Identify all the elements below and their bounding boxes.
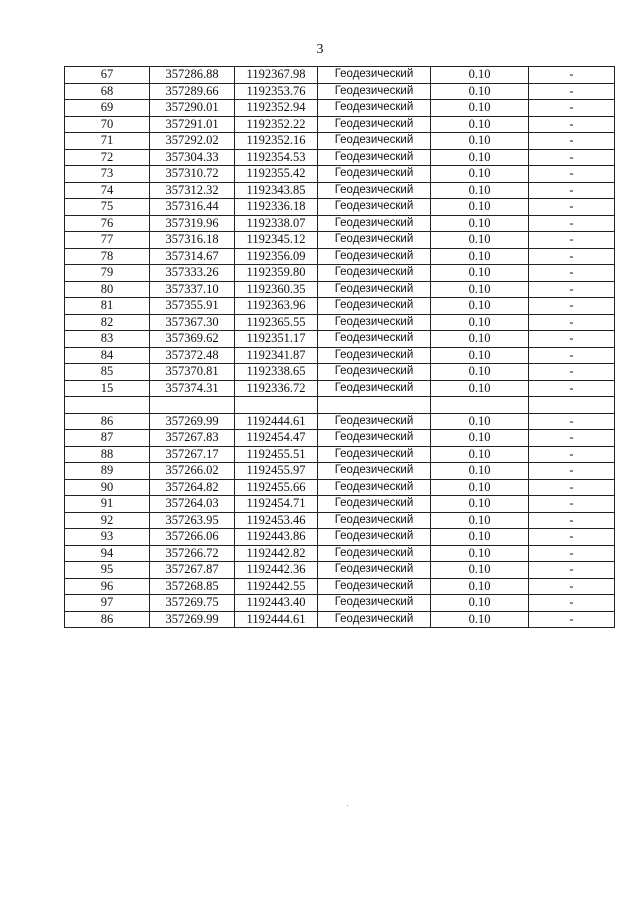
point-number-cell: 83 <box>65 331 150 348</box>
point-number-cell: 75 <box>65 199 150 216</box>
table-row <box>65 281 615 298</box>
accuracy-cell: 0.10 <box>431 364 529 381</box>
y-coordinate-cell: 1192442.82 <box>235 545 318 562</box>
accuracy-cell: 0.10 <box>431 446 529 463</box>
x-coordinate-cell: 357269.99 <box>150 611 235 628</box>
description-cell: - <box>529 314 615 331</box>
table-row <box>65 331 615 348</box>
table-row <box>65 446 615 463</box>
accuracy-cell: 0.10 <box>431 182 529 199</box>
point-number-cell: 82 <box>65 314 150 331</box>
table-row <box>65 347 615 364</box>
method-cell: Геодезический <box>318 331 431 348</box>
table-row <box>65 578 615 595</box>
point-number-cell: 96 <box>65 578 150 595</box>
x-coordinate-cell: 357267.17 <box>150 446 235 463</box>
table-row <box>65 512 615 529</box>
y-coordinate-cell: 1192453.46 <box>235 512 318 529</box>
table-row <box>65 562 615 579</box>
table-row <box>65 314 615 331</box>
description-cell: - <box>529 463 615 480</box>
accuracy-cell: 0.10 <box>431 215 529 232</box>
accuracy-cell: 0.10 <box>431 149 529 166</box>
y-coordinate-cell: 1192352.16 <box>235 133 318 150</box>
accuracy-cell: 0.10 <box>431 496 529 513</box>
point-number-cell: 86 <box>65 413 150 430</box>
point-number-cell: 78 <box>65 248 150 265</box>
point-number-cell: 73 <box>65 166 150 183</box>
method-cell: Геодезический <box>318 512 431 529</box>
y-coordinate-cell: 1192345.12 <box>235 232 318 249</box>
point-number-cell: 88 <box>65 446 150 463</box>
y-coordinate-cell: 1192363.96 <box>235 298 318 315</box>
method-cell: Геодезический <box>318 67 431 84</box>
y-coordinate-cell: 1192455.66 <box>235 479 318 496</box>
y-coordinate-cell: 1192367.98 <box>235 67 318 84</box>
method-cell: Геодезический <box>318 149 431 166</box>
y-coordinate-cell: 1192338.65 <box>235 364 318 381</box>
y-coordinate-cell: 1192343.85 <box>235 182 318 199</box>
x-coordinate-cell: 357304.33 <box>150 149 235 166</box>
point-number-cell: 67 <box>65 67 150 84</box>
table-row <box>65 430 615 447</box>
point-number-cell: 90 <box>65 479 150 496</box>
point-number-cell: 71 <box>65 133 150 150</box>
table-row <box>65 463 615 480</box>
table-row <box>65 545 615 562</box>
description-cell: - <box>529 578 615 595</box>
table-row <box>65 364 615 381</box>
method-cell: Геодезический <box>318 562 431 579</box>
method-cell: Геодезический <box>318 611 431 628</box>
description-cell: - <box>529 562 615 579</box>
description-cell: - <box>529 133 615 150</box>
point-number-cell: 86 <box>65 611 150 628</box>
x-coordinate-cell: 357269.75 <box>150 595 235 612</box>
y-coordinate-cell: 1192444.61 <box>235 413 318 430</box>
method-cell: Геодезический <box>318 380 431 397</box>
x-coordinate-cell: 357266.02 <box>150 463 235 480</box>
accuracy-cell: 0.10 <box>431 100 529 117</box>
x-coordinate-cell: 357314.67 <box>150 248 235 265</box>
accuracy-cell: 0.10 <box>431 166 529 183</box>
accuracy-cell: 0.10 <box>431 529 529 546</box>
method-cell: Геодезический <box>318 281 431 298</box>
x-coordinate-cell: 357286.88 <box>150 67 235 84</box>
x-coordinate-cell: 357290.01 <box>150 100 235 117</box>
y-coordinate-cell <box>235 397 318 414</box>
accuracy-cell: 0.10 <box>431 67 529 84</box>
point-number-cell: 85 <box>65 364 150 381</box>
table-row <box>65 116 615 133</box>
point-number-cell: 77 <box>65 232 150 249</box>
y-coordinate-cell: 1192355.42 <box>235 166 318 183</box>
coordinates-table-body <box>65 67 615 628</box>
x-coordinate-cell: 357267.83 <box>150 430 235 447</box>
description-cell: - <box>529 595 615 612</box>
accuracy-cell: 0.10 <box>431 463 529 480</box>
description-cell: - <box>529 116 615 133</box>
y-coordinate-cell: 1192455.97 <box>235 463 318 480</box>
method-cell: Геодезический <box>318 248 431 265</box>
y-coordinate-cell: 1192353.76 <box>235 83 318 100</box>
y-coordinate-cell: 1192336.18 <box>235 199 318 216</box>
x-coordinate-cell: 357372.48 <box>150 347 235 364</box>
method-cell: Геодезический <box>318 215 431 232</box>
table-row <box>65 529 615 546</box>
y-coordinate-cell: 1192455.51 <box>235 446 318 463</box>
method-cell: Геодезический <box>318 463 431 480</box>
point-number-cell: 81 <box>65 298 150 315</box>
y-coordinate-cell: 1192454.71 <box>235 496 318 513</box>
table-row <box>65 199 615 216</box>
x-coordinate-cell: 357367.30 <box>150 314 235 331</box>
description-cell: - <box>529 496 615 513</box>
description-cell: - <box>529 529 615 546</box>
method-cell: Геодезический <box>318 182 431 199</box>
method-cell: Геодезический <box>318 166 431 183</box>
x-coordinate-cell: 357312.32 <box>150 182 235 199</box>
description-cell: - <box>529 67 615 84</box>
method-cell: Геодезический <box>318 116 431 133</box>
point-number-cell: 79 <box>65 265 150 282</box>
table-row <box>65 595 615 612</box>
x-coordinate-cell: 357264.03 <box>150 496 235 513</box>
accuracy-cell: 0.10 <box>431 265 529 282</box>
point-number-cell: 95 <box>65 562 150 579</box>
x-coordinate-cell <box>150 397 235 414</box>
accuracy-cell: 0.10 <box>431 83 529 100</box>
point-number-cell: 93 <box>65 529 150 546</box>
description-cell: - <box>529 347 615 364</box>
method-cell: Геодезический <box>318 100 431 117</box>
x-coordinate-cell: 357263.95 <box>150 512 235 529</box>
description-cell: - <box>529 265 615 282</box>
description-cell: - <box>529 182 615 199</box>
description-cell: - <box>529 215 615 232</box>
y-coordinate-cell: 1192443.40 <box>235 595 318 612</box>
y-coordinate-cell: 1192444.61 <box>235 611 318 628</box>
method-cell: Геодезический <box>318 364 431 381</box>
x-coordinate-cell: 357333.26 <box>150 265 235 282</box>
method-cell: Геодезический <box>318 545 431 562</box>
x-coordinate-cell: 357319.96 <box>150 215 235 232</box>
x-coordinate-cell: 357269.99 <box>150 413 235 430</box>
accuracy-cell: 0.10 <box>431 232 529 249</box>
method-cell: Геодезический <box>318 298 431 315</box>
x-coordinate-cell: 357289.66 <box>150 83 235 100</box>
y-coordinate-cell: 1192442.55 <box>235 578 318 595</box>
table-row <box>65 265 615 282</box>
point-number-cell: 15 <box>65 380 150 397</box>
table-row <box>65 83 615 100</box>
scan-speck <box>347 805 348 806</box>
x-coordinate-cell: 357337.10 <box>150 281 235 298</box>
table-row <box>65 248 615 265</box>
accuracy-cell: 0.10 <box>431 595 529 612</box>
method-cell: Геодезический <box>318 529 431 546</box>
point-number-cell: 92 <box>65 512 150 529</box>
description-cell: - <box>529 380 615 397</box>
y-coordinate-cell: 1192351.17 <box>235 331 318 348</box>
x-coordinate-cell: 357264.82 <box>150 479 235 496</box>
y-coordinate-cell: 1192359.80 <box>235 265 318 282</box>
accuracy-cell: 0.10 <box>431 578 529 595</box>
description-cell: - <box>529 479 615 496</box>
point-number-cell: 97 <box>65 595 150 612</box>
point-number-cell <box>65 397 150 414</box>
point-number-cell: 70 <box>65 116 150 133</box>
x-coordinate-cell: 357316.44 <box>150 199 235 216</box>
accuracy-cell <box>431 397 529 414</box>
accuracy-cell: 0.10 <box>431 298 529 315</box>
method-cell: Геодезический <box>318 314 431 331</box>
accuracy-cell: 0.10 <box>431 512 529 529</box>
method-cell: Геодезический <box>318 430 431 447</box>
table-row <box>65 166 615 183</box>
accuracy-cell: 0.10 <box>431 611 529 628</box>
y-coordinate-cell: 1192338.07 <box>235 215 318 232</box>
x-coordinate-cell: 357370.81 <box>150 364 235 381</box>
point-number-cell: 94 <box>65 545 150 562</box>
point-number-cell: 84 <box>65 347 150 364</box>
accuracy-cell: 0.10 <box>431 430 529 447</box>
point-number-cell: 72 <box>65 149 150 166</box>
point-number-cell: 69 <box>65 100 150 117</box>
description-cell: - <box>529 281 615 298</box>
point-number-cell: 76 <box>65 215 150 232</box>
description-cell: - <box>529 298 615 315</box>
table-row <box>65 380 615 397</box>
description-cell: - <box>529 149 615 166</box>
point-number-cell: 87 <box>65 430 150 447</box>
table-row <box>65 479 615 496</box>
x-coordinate-cell: 357374.31 <box>150 380 235 397</box>
description-cell: - <box>529 100 615 117</box>
description-cell: - <box>529 545 615 562</box>
table-row <box>65 182 615 199</box>
coordinates-table <box>64 66 615 628</box>
method-cell: Геодезический <box>318 232 431 249</box>
description-cell: - <box>529 446 615 463</box>
table-row <box>65 413 615 430</box>
method-cell: Геодезический <box>318 496 431 513</box>
description-cell: - <box>529 413 615 430</box>
method-cell: Геодезический <box>318 347 431 364</box>
point-number-cell: 80 <box>65 281 150 298</box>
table-row <box>65 215 615 232</box>
accuracy-cell: 0.10 <box>431 562 529 579</box>
x-coordinate-cell: 357268.85 <box>150 578 235 595</box>
x-coordinate-cell: 357310.72 <box>150 166 235 183</box>
y-coordinate-cell: 1192354.53 <box>235 149 318 166</box>
table-row <box>65 496 615 513</box>
y-coordinate-cell: 1192356.09 <box>235 248 318 265</box>
x-coordinate-cell: 357292.02 <box>150 133 235 150</box>
method-cell: Геодезический <box>318 479 431 496</box>
page-number: 3 <box>316 42 324 57</box>
description-cell <box>529 397 615 414</box>
y-coordinate-cell: 1192442.36 <box>235 562 318 579</box>
point-number-cell: 89 <box>65 463 150 480</box>
method-cell: Геодезический <box>318 578 431 595</box>
description-cell: - <box>529 331 615 348</box>
point-number-cell: 74 <box>65 182 150 199</box>
table-row <box>65 133 615 150</box>
x-coordinate-cell: 357316.18 <box>150 232 235 249</box>
x-coordinate-cell: 357355.91 <box>150 298 235 315</box>
accuracy-cell: 0.10 <box>431 479 529 496</box>
accuracy-cell: 0.10 <box>431 347 529 364</box>
x-coordinate-cell: 357291.01 <box>150 116 235 133</box>
accuracy-cell: 0.10 <box>431 116 529 133</box>
table-row <box>65 611 615 628</box>
method-cell: Геодезический <box>318 413 431 430</box>
y-coordinate-cell: 1192360.35 <box>235 281 318 298</box>
accuracy-cell: 0.10 <box>431 248 529 265</box>
x-coordinate-cell: 357369.62 <box>150 331 235 348</box>
method-cell: Геодезический <box>318 133 431 150</box>
accuracy-cell: 0.10 <box>431 281 529 298</box>
y-coordinate-cell: 1192336.72 <box>235 380 318 397</box>
description-cell: - <box>529 199 615 216</box>
y-coordinate-cell: 1192454.47 <box>235 430 318 447</box>
table-row <box>65 149 615 166</box>
table-row <box>65 232 615 249</box>
accuracy-cell: 0.10 <box>431 133 529 150</box>
method-cell: Геодезический <box>318 265 431 282</box>
method-cell: Геодезический <box>318 83 431 100</box>
x-coordinate-cell: 357267.87 <box>150 562 235 579</box>
accuracy-cell: 0.10 <box>431 413 529 430</box>
description-cell: - <box>529 248 615 265</box>
y-coordinate-cell: 1192443.86 <box>235 529 318 546</box>
method-cell <box>318 397 431 414</box>
description-cell: - <box>529 83 615 100</box>
y-coordinate-cell: 1192341.87 <box>235 347 318 364</box>
y-coordinate-cell: 1192365.55 <box>235 314 318 331</box>
point-number-cell: 91 <box>65 496 150 513</box>
description-cell: - <box>529 611 615 628</box>
table-row <box>65 298 615 315</box>
accuracy-cell: 0.10 <box>431 314 529 331</box>
accuracy-cell: 0.10 <box>431 545 529 562</box>
description-cell: - <box>529 430 615 447</box>
description-cell: - <box>529 232 615 249</box>
accuracy-cell: 0.10 <box>431 380 529 397</box>
point-number-cell: 68 <box>65 83 150 100</box>
y-coordinate-cell: 1192352.94 <box>235 100 318 117</box>
accuracy-cell: 0.10 <box>431 199 529 216</box>
x-coordinate-cell: 357266.72 <box>150 545 235 562</box>
method-cell: Геодезический <box>318 199 431 216</box>
description-cell: - <box>529 364 615 381</box>
method-cell: Геодезический <box>318 595 431 612</box>
description-cell: - <box>529 166 615 183</box>
accuracy-cell: 0.10 <box>431 331 529 348</box>
method-cell: Геодезический <box>318 446 431 463</box>
y-coordinate-cell: 1192352.22 <box>235 116 318 133</box>
table-separator-row <box>65 397 615 414</box>
description-cell: - <box>529 512 615 529</box>
x-coordinate-cell: 357266.06 <box>150 529 235 546</box>
table-row <box>65 67 615 84</box>
table-row <box>65 100 615 117</box>
